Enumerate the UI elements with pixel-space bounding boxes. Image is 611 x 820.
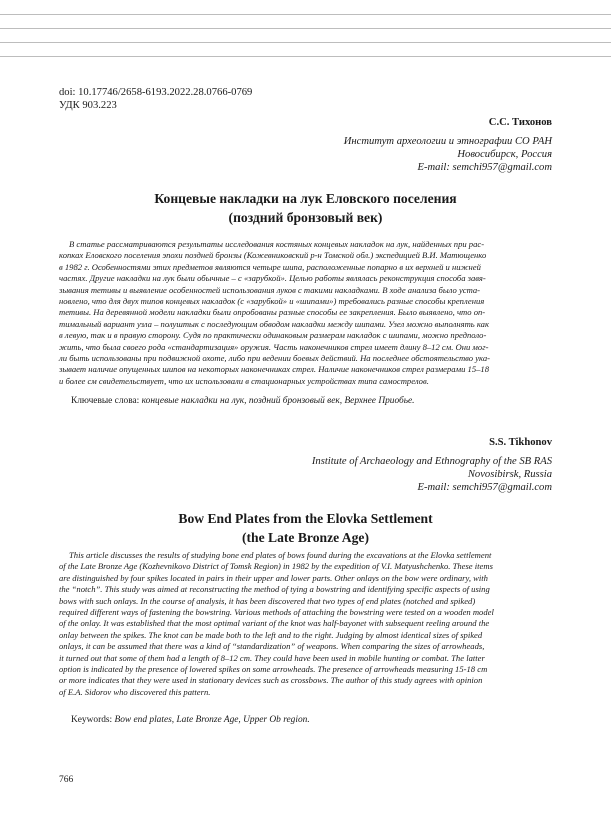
- title-ru-line-2: (поздний бронзовый век): [228, 210, 383, 225]
- abstract-line: it turned out that some of them had a length of 8–12 cm. They could have been used in mobile hunting or combat. The latter: [59, 652, 485, 663]
- abstract-line: копках Еловского поселения эпохи поздней бронзы (Кожевниковский р-н Томской обл.) экспедицией В.И. Матющенко: [59, 250, 487, 261]
- abstract-line: of the onlay. It was established that the most optimal variant of the knot was half-bayonet with subsequent reeling around the: [59, 618, 490, 629]
- affiliation-ru-city: Новосибирск, Россия: [457, 149, 552, 160]
- title-en-line-1: Bow End Plates from the Elovka Settlement: [178, 511, 433, 526]
- title-ru: [59, 189, 552, 227]
- abstract-line: of E.A. Sidorov who discovered this pattern.: [59, 686, 211, 697]
- affiliation-ru-email: E-mail: semchi957@gmail.com: [417, 162, 552, 173]
- abstract-en: [59, 550, 552, 698]
- abstract-ru: [59, 239, 552, 387]
- title-en: [59, 509, 552, 547]
- affiliation-ru: [344, 135, 552, 174]
- keywords-en-values: Bow end plates, Late Bronze Age, Upper Ob region.: [114, 715, 310, 725]
- abstract-line: новлено, что для двух типов концевых накладок (с «зарубкой» и «шипами») требовались разные способы крепления: [59, 296, 485, 307]
- top-rule-2: [0, 28, 611, 29]
- abstract-line: и более см свидетельствует, что их использовали в стационарных устройствах типа самострелов.: [59, 375, 429, 386]
- abstract-line: option is indicated by the presence of lowered spikes on some arrowheads. The presence of arrowheads measuring 15-18 cm: [59, 664, 488, 675]
- title-ru-line-1: Концевые накладки на лук Еловского поселения: [154, 191, 457, 206]
- keywords-ru: [71, 395, 415, 407]
- keywords-en: [71, 714, 310, 726]
- keywords-ru-values: концевые накладки на лук, поздний бронзовый век, Верхнее Приобье.: [141, 396, 415, 406]
- abstract-line: of the Late Bronze Age (Kozhevnikovo District of Tomsk Region) in 1982 by the expedition of V.I. Matyushchenko. These items: [59, 561, 493, 572]
- abstract-line: ли быть использованы при подвижной охоте, либо при ведении боевых действий. На последнее обстоятельство ука-: [59, 353, 491, 364]
- affiliation-en-city: Novosibirsk, Russia: [467, 469, 552, 480]
- affiliation-en: [312, 455, 552, 494]
- top-rule-4: [0, 56, 611, 57]
- author-ru: С.С. Тихонов: [488, 117, 552, 128]
- top-rule-3: [0, 42, 611, 43]
- abstract-line: onlay between the spikes. The knot can be made both to the left and to the right. Judging by almost identical sizes of spiked: [59, 629, 483, 640]
- abstract-line: частях. Другие накладки на лук были обычные – с «зарубкой». Целью работы являлась реконструкция способа завя-: [59, 273, 486, 284]
- abstract-line: required different ways of fastening the bowstring. Various methods of attaching the bowstring were tested on a wooden model: [59, 607, 494, 618]
- abstract-line: зывания тетивы и выявление особенностей использования луков с такими накладками. В ходе анализа было уста-: [59, 284, 481, 295]
- title-en-line-2: (the Late Bronze Age): [242, 530, 369, 545]
- page-number: 766: [59, 775, 74, 785]
- abstract-line: bows with such onlays. In the course of analysis, it has been discovered that two types of end plates (notched and spiked): [59, 595, 476, 606]
- abstract-line: the “notch”. This study was aimed at reconstructing the method of tying a bowstring and identifying specific aspects of using: [59, 584, 490, 595]
- abstract-line: are distinguished by four spikes located in pairs in their upper and lower parts. Other onlays on the bow were ordinary, with: [59, 572, 488, 583]
- abstract-line: тимальный вариант узла – полуштык с последующим обводом накладки между шипами. Узел можно выполнять как: [59, 318, 489, 329]
- abstract-line: зывает наличие опущенных шипов на некоторых наконечниках стрел. Наличие наконечников стрел размерами 15–18: [59, 364, 490, 375]
- udk: УДК 903.223: [59, 100, 117, 111]
- abstract-line: тетивы. На деревянной модели накладки были опробованы разные способы ее закрепления. Было выявлено, что оп-: [59, 307, 486, 318]
- abstract-line: or more indicates that they were used in stationary devices such as crossbows. The author of this study agrees with opinion: [59, 675, 483, 686]
- abstract-line: This article discusses the results of studying bone end plates of bows found during the excavations at the Elovka settlement: [69, 550, 492, 560]
- keywords-en-label: Keywords:: [71, 715, 115, 725]
- abstract-line: в левую, так и в правую сторону. Судя по практически одинаковым размерам накладок с шипами, можно предполо-: [59, 330, 487, 341]
- doi: doi: 10.17746/2658-6193.2022.28.0766-0769: [59, 87, 253, 98]
- abstract-line: жить, что была своего рода «стандартизация» оружия. Часть наконечников стрел имеет длину 8–12 см. Они мог-: [59, 341, 489, 352]
- affiliation-en-institute: Institute of Archaeology and Ethnography of the SB RAS: [311, 456, 552, 467]
- author-en: S.S. Tikhonov: [489, 437, 552, 448]
- affiliation-ru-institute: Институт археологии и этнографии СО РАН: [343, 136, 552, 147]
- abstract-line: В статье рассматриваются результаты исследования костяных концевых накладок на лук, найденных при рас-: [69, 239, 485, 249]
- keywords-ru-label: Ключевые слова:: [71, 396, 142, 406]
- abstract-line: onlays, it can be assumed that there was a kind of “standardization” of weapons. When comparing the sizes of arrowheads,: [59, 641, 485, 652]
- affiliation-en-email: E-mail: semchi957@gmail.com: [417, 482, 552, 493]
- top-rule-1: [0, 14, 611, 15]
- abstract-line: в 1982 г. Особенностями этих предметов являются четыре шипа, расположенные попарно в их верхней и нижней: [59, 261, 481, 272]
